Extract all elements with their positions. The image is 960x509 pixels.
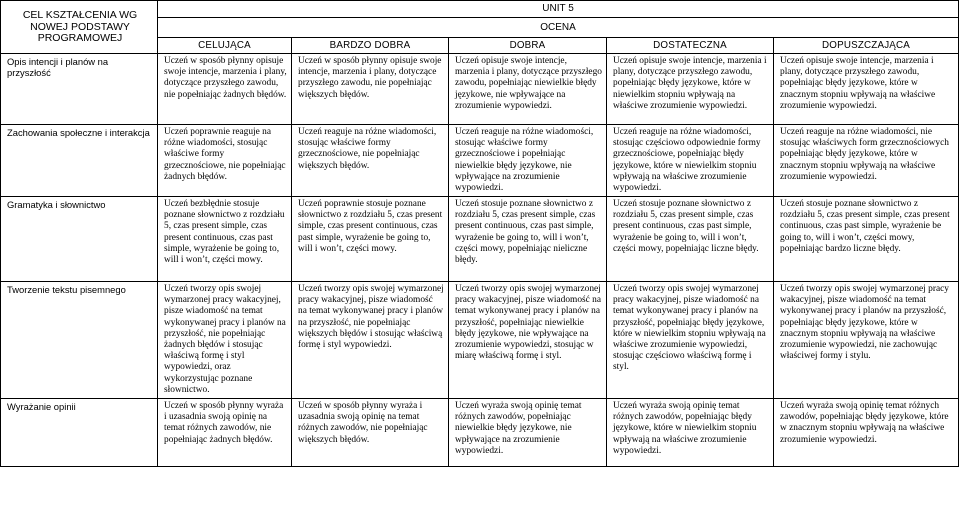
criteria-cell: Uczeń bezbłędnie stosuje poznane słownictwo z rozdziału 5, czas present simple, czas present continuous, czas past simple, wyrażenie be going to, will i won’t, części mowy. [158,197,292,282]
criteria-cell: Uczeń tworzy opis swojej wymarzonej pracy wakacyjnej, pisze wiadomość na temat wykonywanej pracy i planów na przyszłość, popełniając błędy językowe, które w znacznym stopniu wpływają na właściwe zrozumienie wypowiedzi, nie zachowując właściwej formy i stylu. [774,282,959,399]
skill-label: Opis intencji i planów na przyszłość [1,54,158,125]
grade-header-celujaca: CELUJĄCA [158,38,292,54]
criteria-cell: Uczeń reaguje na różne wiadomości, stosując właściwe formy grzecznościowe, nie popełniając większych błędów. [292,125,449,197]
criteria-cell: Uczeń opisuje swoje intencje, marzenia i plany, dotyczące przyszłego zawodu, popełniając niewielkie błędy językowe, nie wpływające na zrozumienie wypowiedzi. [449,54,607,125]
criteria-cell: Uczeń stosuje poznane słownictwo z rozdziału 5, czas present simple, czas present continuous, czas past simple, wyrażenie be going to, will i won’t, części mowy, popełniając liczne błędy. [607,197,774,282]
criteria-cell: Uczeń tworzy opis swojej wymarzonej pracy wakacyjnej, pisze wiadomość na temat wykonywanej pracy i planów na przyszłość, nie popełniając żadnych błędów i stosując właściwą formę i styl wypowiedzi, oraz wykorzystując poznane słownictwo. [158,282,292,399]
criteria-cell: Uczeń w sposób płynny wyraża i uzasadnia swoją opinię na temat różnych zawodów, nie popełniając żadnych błędów. [158,399,292,467]
skill-label: Wyrażanie opinii [1,399,158,467]
criteria-cell: Uczeń wyraża swoją opinię temat różnych zawodów, popełniając błędy językowe, które w niewielkim stopniu wpływają na właściwe zrozumienie wypowiedzi. [607,399,774,467]
table-title: CEL KSZTAŁCENIA WG NOWEJ PODSTAWY PROGRAMOWEJ [1,1,158,54]
criteria-cell: Uczeń w sposób płynny opisuje swoje intencje, marzenia i plany, dotyczące przyszłego zawodu, nie popełniając żadnych błędów. [158,54,292,125]
unit-header: UNIT 5 [158,1,959,18]
criteria-cell: Uczeń tworzy opis swojej wymarzonej pracy wakacyjnej, pisze wiadomość na temat wykonywanej pracy i planów na przyszłość, popełniając niewielkie błędy językowe, nie wpływające na zrozumienie wypowiedzi, stosując w miarę właściwą formę i styl. [449,282,607,399]
skill-label: Tworzenie tekstu pisemnego [1,282,158,399]
criteria-cell: Uczeń wyraża swoją opinię temat różnych zawodów, popełniając niewielkie błędy językowe, nie wpływające na zrozumienie wypowiedzi. [449,399,607,467]
ocena-header: OCENA [158,18,959,38]
skill-label: Gramatyka i słownictwo [1,197,158,282]
grade-header-dobra: DOBRA [449,38,607,54]
criteria-cell: Uczeń opisuje swoje intencje, marzenia i plany, dotyczące przyszłego zawodu, popełniając błędy językowe, które w niewielkim stopniu wpływają na właściwe zrozumienie wypowiedzi. [607,54,774,125]
criteria-cell: Uczeń stosuje poznane słownictwo z rozdziału 5, czas present simple, czas present continuous, czas past simple, wyrażenie be going to, will i won’t, części mowy, popełniając bardzo liczne błędy. [774,197,959,282]
criteria-cell: Uczeń poprawnie stosuje poznane słownictwo z rozdziału 5, czas present simple, czas present continuous, czas past simple, wyrażenie be going to, will i won’t, części mowy. [292,197,449,282]
grade-header-dopuszczajaca: DOPUSZCZAJĄCA [774,38,959,54]
table-row [1,399,959,467]
criteria-cell: Uczeń tworzy opis swojej wymarzonej pracy wakacyjnej, pisze wiadomość na temat wykonywanej pracy i planów na przyszłość, popełniając błędy językowe, które w niewielkim stopniu wpływają na właściwe zrozumienie wypowiedzi, stosując częściowo właściwą formę i styl. [607,282,774,399]
criteria-cell: Uczeń reaguje na różne wiadomości, stosując częściowo odpowiednie formy grzecznościowe, popełniając błędy językowe, które w niewielkim stopniu wpływają na właściwe zrozumienie wypowiedzi. [607,125,774,197]
criteria-cell: Uczeń w sposób płynny opisuje swoje intencje, marzenia i plany, dotyczące przyszłego zawodu, nie popełniając większych błędów. [292,54,449,125]
criteria-cell: Uczeń w sposób płynny wyraża i uzasadnia swoją opinię na temat różnych zawodów, nie popełniając większych błędów. [292,399,449,467]
table-row [1,54,959,125]
table-row [1,125,959,197]
table-row [1,282,959,399]
skill-label: Zachowania społeczne i interakcja [1,125,158,197]
criteria-cell: Uczeń reaguje na różne wiadomości, stosując właściwe formy grzecznościowe i popełniając niewielkie błędy językowe, nie wpływające na zrozumienie wypowiedzi. [449,125,607,197]
grade-header-bardzo-dobra: BARDZO DOBRA [292,38,449,54]
criteria-cell: Uczeń stosuje poznane słownictwo z rozdziału 5, czas present simple, czas present continuous, czas past simple, wyrażenie be going to, will i won’t, części mowy, popełniając nieliczne błędy. [449,197,607,282]
criteria-cell: Uczeń poprawnie reaguje na różne wiadomości, stosując właściwe formy grzecznościowe, nie popełniając żadnych błędów. [158,125,292,197]
grade-header-dostateczna: DOSTATECZNA [607,38,774,54]
criteria-cell: Uczeń opisuje swoje intencje, marzenia i plany, dotyczące przyszłego zawodu, popełniając błędy językowe, które w znacznym stopniu wpływają na właściwe zrozumienie wypowiedzi. [774,54,959,125]
criteria-cell: Uczeń wyraża swoją opinię temat różnych zawodów, popełniając błędy językowe, które w znacznym stopniu wpływają na właściwe zrozumienie wypowiedzi. [774,399,959,467]
table-row [1,197,959,282]
criteria-cell: Uczeń reaguje na różne wiadomości, nie stosując właściwych form grzecznościowych popełniając błędy językowe, które w znacznym stopniu wpływają na właściwe zrozumienie wypowiedzi. [774,125,959,197]
criteria-cell: Uczeń tworzy opis swojej wymarzonej pracy wakacyjnej, pisze wiadomość na temat wykonywanej pracy i planów na przyszłość, nie popełniając większych błędów i stosując właściwą formę i styl wypowiedzi. [292,282,449,399]
